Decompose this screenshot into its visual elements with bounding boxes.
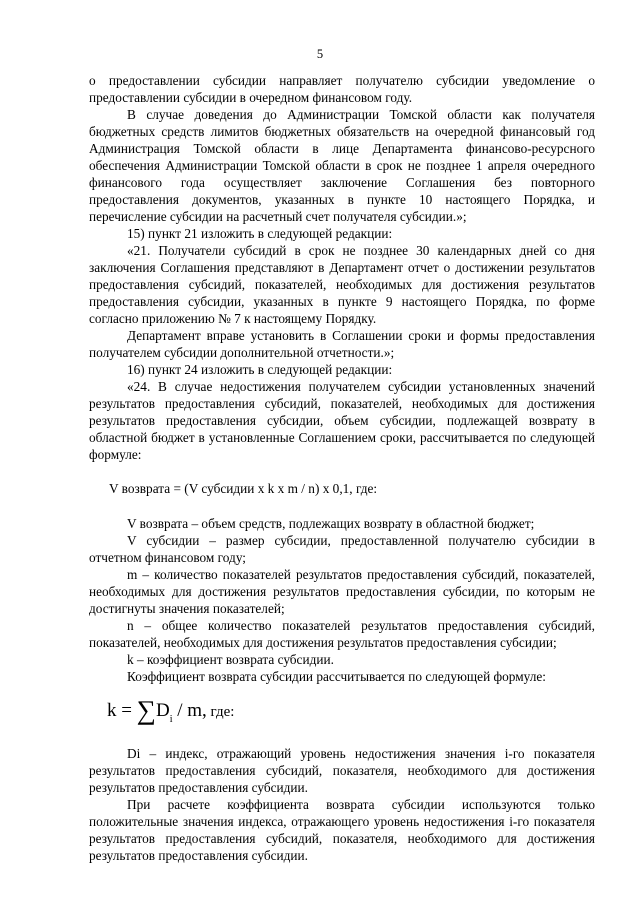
definition: Коэффициент возврата субсидии рассчитывается по следующей формуле: (127, 669, 546, 684)
paragraph: В случае доведения до Администрации Томской области как получателя бюджетных средств лимитов бюджетных обязательств на очередной финансовый год Администрация Томской области в лице Департамента финансово-ресурсного обеспечения Администрации Томской области в срок не позднее 1 апреля очередного финансового года осуществляет заключение Соглашения без повторного предоставления документов, указанных в пункте 10 настоящего Порядка, и перечисление субсидии на расчетный счет получателя субсидии.»; (89, 107, 595, 224)
paragraph: При расчете коэффициента возврата субсидии используются только положительные значения индекса, отражающего уровень недостижения i-го показателя результатов предоставления субсидий, показателя, необходимого для достижения результатов предоставления субсидии. (89, 797, 595, 863)
paragraph: Di – индекс, отражающий уровень недостижения значения i-го показателя результатов предоставления субсидий, показателя, необходимого для достижения результатов предоставления субсидии. (89, 746, 595, 795)
definition: V субсидии – размер субсидии, предоставленной получателю субсидии в отчетном финансовом году; (89, 533, 595, 565)
formula-lhs: k = (107, 700, 132, 721)
formula-rest: / m, (172, 700, 207, 721)
paragraph: Департамент вправе установить в Соглашении сроки и формы предоставления получателем субсидии дополнительной отчетности.»; (89, 328, 595, 360)
formula-return-volume: V возврата = (V субсидии х k х m / n) х 0,1, где: (109, 481, 378, 496)
definition: n – общее количество показателей результатов предоставления субсидий, показателей, необходимых для достижения результатов предоставления субсидии; (89, 618, 595, 650)
definition: k – коэффициент возврата субсидии. (127, 652, 334, 667)
paragraph: 16) пункт 24 изложить в следующей редакции: (127, 362, 393, 377)
sigma-symbol: ∑ (136, 695, 156, 725)
page-number: 5 (316, 47, 324, 61)
document-body (89, 72, 595, 864)
definition: V возврата – объем средств, подлежащих возврату в областной бюджет; (127, 516, 535, 531)
formula-where: где: (206, 704, 235, 720)
definition: m – количество показателей результатов предоставления субсидий, показателей, необходимых для достижения результатов предоставления субсидии, по которым не достигнуты значения показателей; (89, 567, 595, 616)
formula-d: D (155, 700, 170, 721)
formula-coefficient (89, 697, 595, 733)
formula-subscript: i (169, 714, 173, 725)
paragraph: «24. В случае недостижения получателем субсидии установленных значений результатов предоставления субсидий, показателей, необходимых для достижения результатов предоставления субсидии, объем субсидии, подлежащей возврату в областной бюджет в установленные Соглашением сроки, рассчитывается по следующей формуле: (89, 379, 595, 462)
paragraph: «21. Получатели субсидий в срок не позднее 30 календарных дней со дня заключения Соглашения представляют в Департамент отчет о достижении результатов предоставления субсидий, показателей, необходимых для достижения результатов предоставления субсидии, указанных в пункте 9 настоящего Порядка, по форме согласно приложению № 7 к настоящему Порядку. (89, 243, 595, 326)
paragraph: 15) пункт 21 изложить в следующей редакции: (127, 226, 393, 241)
paragraph: о предоставлении субсидии направляет получателю субсидии уведомление о предоставлении субсидии в очередном финансовом году. (89, 73, 595, 105)
